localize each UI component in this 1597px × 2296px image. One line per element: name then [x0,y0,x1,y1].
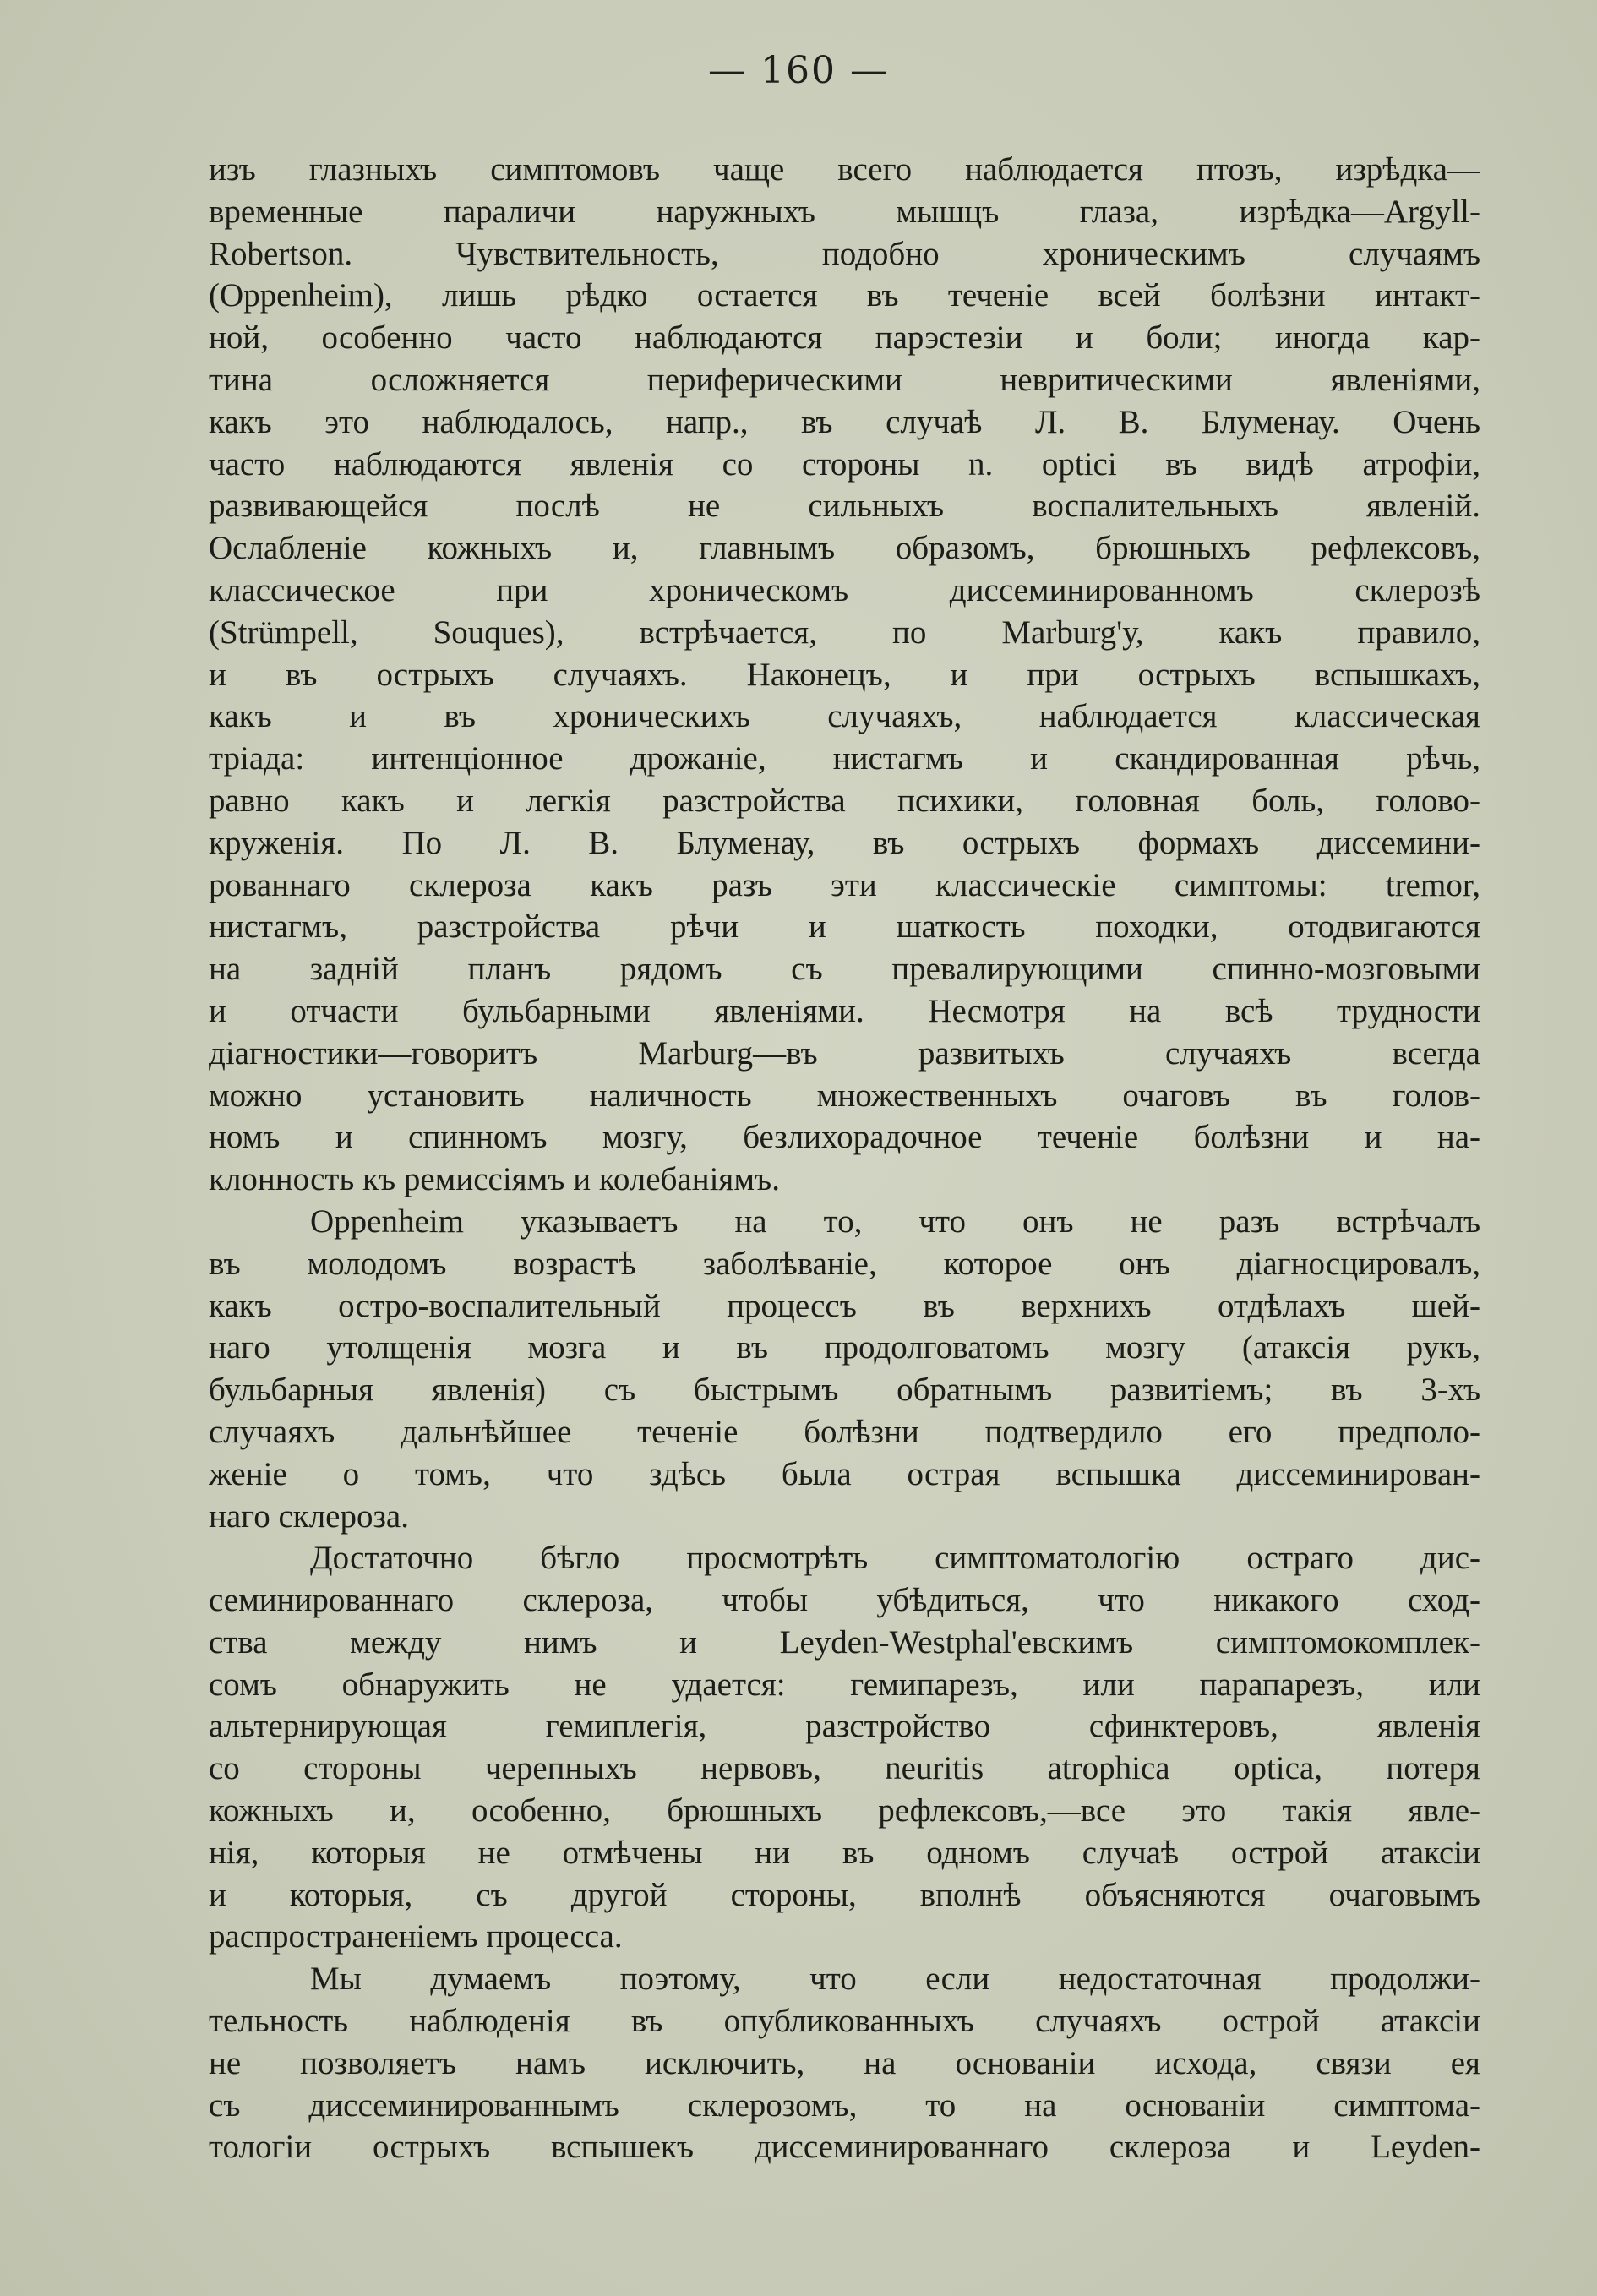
text-line: Достаточно бѣгло просмотрѣть симптоматологію остраго дис- [310,1540,1480,1577]
text-line: круженія. По Л. В. Блуменау, въ острыхъ формахъ диссемини- [209,824,1480,861]
text-line: въ молодомъ возрастѣ заболѣваніе, которое онъ діагносцировалъ, [209,1245,1480,1282]
text-line: на заднiй планъ рядомъ съ превалирующими спинно-мозговыми [209,951,1480,988]
text-line: тина осложняется периферическими невритическими явленіями, [209,361,1480,398]
text-line: сомъ обнаружить не удается: гемипарезъ, или парапарезъ, или [209,1666,1480,1703]
text-line: и которыя, съ другой стороны, вполнѣ объясняются очаговымъ [209,1876,1480,1913]
text-line: тріада: интенціонное дрожаніе, нистагмъ и скандированная рѣчь, [209,740,1480,777]
text-line: нія, которыя не отмѣчены ни въ одномъ случаѣ острой атаксіи [209,1834,1480,1871]
text-line: классическое при хроническомъ диссеминированномъ склерозѣ [209,571,1480,608]
text-line: какъ остро-воспалительный процессъ въ верхнихъ отдѣлахъ шей- [209,1287,1480,1324]
text-line: и въ острыхъ случаяхъ. Наконецъ, и при острыхъ вспышкахъ, [209,656,1480,693]
text-line: наго утолщенія мозга и въ продолговатомъ мозгу (атаксія рукъ, [209,1329,1480,1366]
paragraph [209,1537,1480,1958]
text-line: со стороны черепныхъ нервовъ, neuritis atrophica optica, потеря [209,1750,1480,1787]
text-line: ной, особенно часто наблюдаются парэстезіи и боли; иногда кар- [209,319,1480,357]
page-number: — 160 — [708,49,889,92]
text-line: можно установить наличность множественныхъ очаговъ въ голов- [209,1077,1480,1114]
text-line: Oppenheim указываетъ на то, что онъ не разъ встрѣчалъ [310,1203,1480,1240]
paragraph [209,1201,1480,1537]
text-line: діагностики—говоритъ Marburg—въ развитыхъ случаяхъ всегда [209,1034,1480,1072]
text-line: нистагмъ, разстройства рѣчи и шаткость походки, отодвигаются [209,908,1480,946]
text-line: случаяхъ дальнѣйшее теченіе болѣзни подтвердило его предполо- [209,1413,1480,1450]
text-line: тологіи острыхъ вспышекъ диссеминированнаго склероза и Leyden- [209,2129,1480,2166]
text-line: номъ и спинномъ мозгу, безлихорадочное теченіе болѣзни и на- [209,1119,1480,1156]
text-line: временные параличи наружныхъ мышцъ глаза, изрѣдка—Argyll- [209,193,1480,230]
text-line: наго склероза. [209,1497,409,1535]
text-line: женіе о томъ, что здѣсь была острая вспышка диссеминирован- [209,1455,1480,1492]
text-line: какъ это наблюдалось, напр., въ случаѣ Л. В. Блуменау. Очень [209,403,1480,440]
text-line: Ослабленіе кожныхъ и, главнымъ образомъ, брюшныхъ рефлексовъ, [209,530,1480,567]
text-line: Мы думаемъ поэтому, что если недостаточная продолжи- [310,1961,1480,1998]
text-line: тельность наблюденія въ опубликованныхъ случаяхъ острой атаксіи [209,2003,1480,2040]
text-line: равно какъ и легкія разстройства психики, головная боль, голово- [209,782,1480,819]
body-text [209,149,1480,2168]
paragraph [209,1958,1480,2168]
text-line: (Oppenheim), лишь рѣдко остается въ теченіе всей болѣзни интакт- [209,277,1480,314]
text-line: кожныхъ и, особенно, брюшныхъ рефлексовъ,—все это такія явле- [209,1792,1480,1830]
text-line: распространеніемъ процесса. [209,1918,623,1955]
text-line: (Strümpell, Souques), встрѣчается, по Marburg'у, какъ правило, [209,614,1480,651]
text-line: семинированнаго склероза, чтобы убѣдиться, что никакого сход- [209,1582,1480,1619]
text-line: изъ глазныхъ симптомовъ чаще всего наблюдается птозъ, изрѣдка— [209,151,1480,188]
text-line: часто наблюдаются явленія со стороны n. optici въ видѣ атрофіи, [209,445,1480,483]
text-line: рованнаго склероза какъ разъ эти классическіе симптомы: tremor, [209,866,1480,903]
text-line: какъ и въ хроническихъ случаяхъ, наблюдается классическая [209,698,1480,735]
text-line: бульбарныя явленія) съ быстрымъ обратнымъ развитіемъ; въ 3-хъ [209,1372,1480,1409]
paragraph [209,149,1480,1201]
text-line: клонность къ ремиссіямъ и колебаніямъ. [209,1161,780,1198]
text-line: Robertson. Чувствительность, подобно хроническимъ случаямъ [209,235,1480,272]
text-line: съ диссеминированнымъ склерозомъ, то на основаніи симптома- [209,2086,1480,2124]
text-line: не позволяетъ намъ исключить, на основаніи исхода, связи ея [209,2044,1480,2081]
text-line: ства между нимъ и Leyden-Westphal'евскимъ симптомокомплек- [209,1623,1480,1661]
text-line: альтернирующая гемиплегія, разстройство сфинктеровъ, явленія [209,1708,1480,1745]
text-line: развивающейся послѣ не сильныхъ воспалительныхъ явленій. [209,488,1480,525]
text-line: и отчасти бульбарными явленіями. Несмотря на всѣ трудности [209,992,1480,1029]
